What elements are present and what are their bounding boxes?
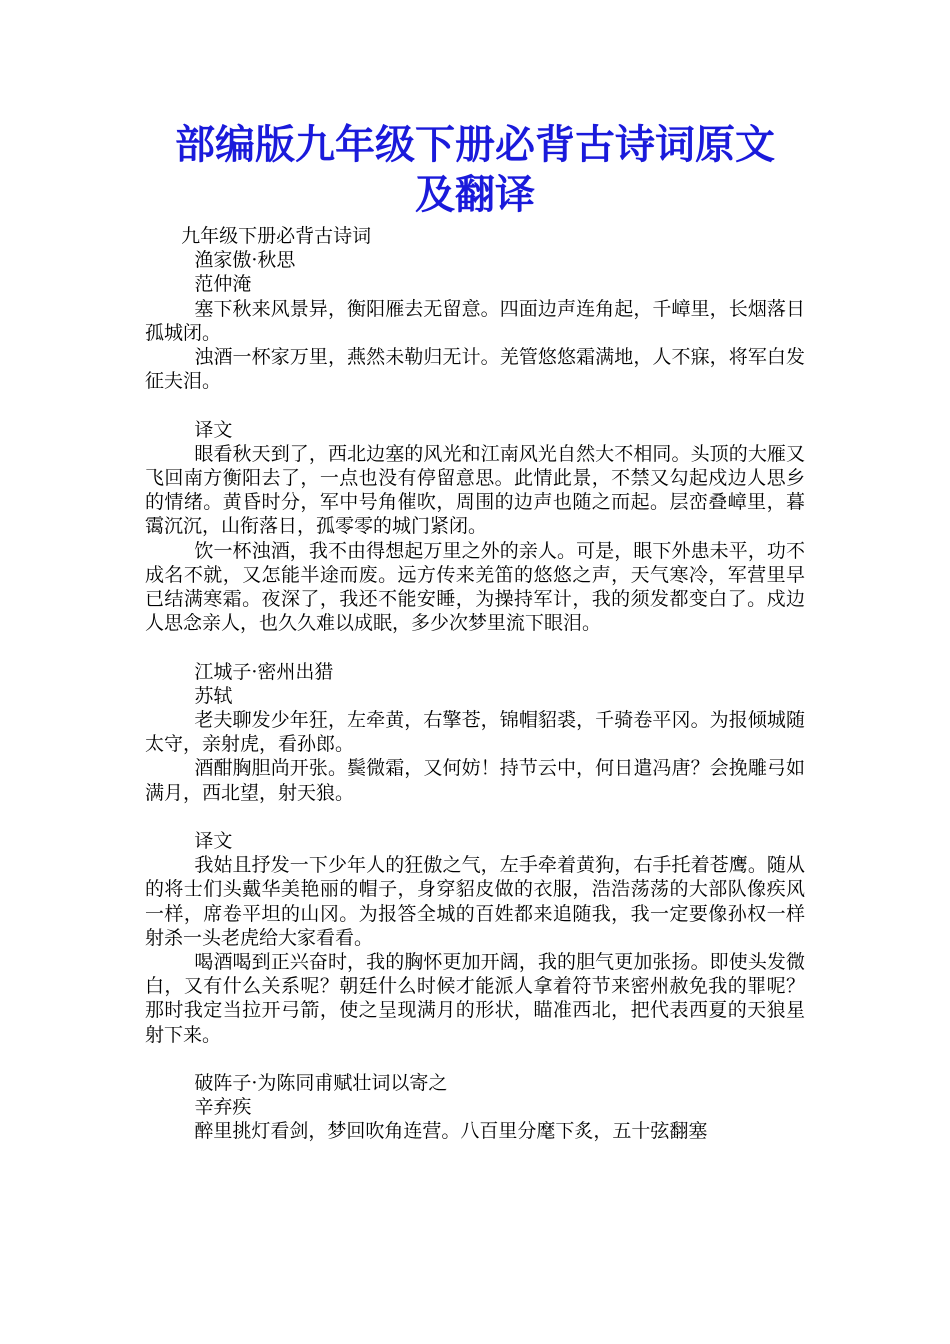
poem-line: 塞下秋来风景异，衡阳雁去无留意。四面边声连角起，千嶂里，长烟落日孤城闭。 bbox=[145, 297, 805, 344]
translation-paragraph: 饮一杯浊酒，我不由得想起万里之外的亲人。可是，眼下外患未平，功不成名不就，又怎能半途而废。远方传来羌笛的悠悠之声，天气寒冷，军营里早已结满寒霜。夜深了，我还不能安睡，为操持军计，我的须发都变白了。戍边人思念亲人，也久久难以成眠，多少次梦里流下眼泪。 bbox=[145, 539, 805, 635]
document-title bbox=[145, 120, 805, 220]
title-line-1: 部编版九年级下册必背古诗词原文 bbox=[175, 122, 775, 168]
poem-line: 老夫聊发少年狂，左牵黄，右擎苍，锦帽貂裘，千骑卷平冈。为报倾城随太守，亲射虎，看孙郎。 bbox=[145, 709, 805, 756]
spacer bbox=[145, 805, 805, 829]
poem-title: 江城子·密州出猎 bbox=[194, 660, 334, 683]
poem-author: 范仲淹 bbox=[194, 273, 252, 296]
poem-title: 破阵子·为陈同甫赋壮词以寄之 bbox=[194, 1072, 448, 1095]
poem-line: 酒酣胸胆尚开张。鬓微霜，又何妨！持节云中，何日遣冯唐？会挽雕弓如满月，西北望，射天狼。 bbox=[145, 757, 805, 804]
translation-label: 译文 bbox=[194, 418, 233, 441]
poem-title: 渔家傲·秋思 bbox=[194, 249, 296, 272]
title-line-2: 及翻译 bbox=[415, 172, 535, 218]
translation-label: 译文 bbox=[194, 830, 233, 853]
poem-author: 辛弃疾 bbox=[194, 1096, 252, 1119]
document-body bbox=[145, 224, 805, 1144]
translation-paragraph: 眼看秋天到了，西北边塞的风光和江南风光自然大不相同。头顶的大雁又飞回南方衡阳去了，一点也没有停留意思。此情此景，不禁又勾起戍边人思乡的情绪。黄昏时分，军中号角催吹，周围的边声也随之而起。层峦叠嶂里，暮霭沉沉，山衔落日，孤零零的城门紧闭。 bbox=[145, 442, 805, 538]
poem-line: 醉里挑灯看剑，梦回吹角连营。八百里分麾下炙，五十弦翻塞 bbox=[194, 1120, 708, 1143]
translation-paragraph: 我姑且抒发一下少年人的狂傲之气，左手牵着黄狗，右手托着苍鹰。随从的将士们头戴华美艳丽的帽子，身穿貂皮做的衣服，浩浩荡荡的大部队像疾风一样，席卷平坦的山冈。为报答全城的百姓都来追随我，我一定要像孙权一样射杀一头老虎给大家看看。 bbox=[145, 854, 805, 949]
document-page bbox=[145, 120, 805, 1144]
spacer bbox=[145, 393, 805, 417]
spacer bbox=[145, 635, 805, 659]
spacer bbox=[145, 1047, 805, 1071]
section-subtitle: 九年级下册必背古诗词 bbox=[181, 225, 372, 247]
translation-paragraph: 喝酒喝到正兴奋时，我的胸怀更加开阔，我的胆气更加张扬。即使头发微白，又有什么关系呢？朝廷什么时候才能派人拿着符节来密州赦免我的罪呢？那时我定当拉开弓箭，使之呈现满月的形状，瞄准西北，把代表西夏的天狼星射下来。 bbox=[145, 951, 805, 1046]
poem-author: 苏轼 bbox=[194, 684, 233, 707]
poem-line: 浊酒一杯家万里，燕然未勒归无计。羌管悠悠霜满地，人不寐，将军白发征夫泪。 bbox=[145, 346, 805, 393]
